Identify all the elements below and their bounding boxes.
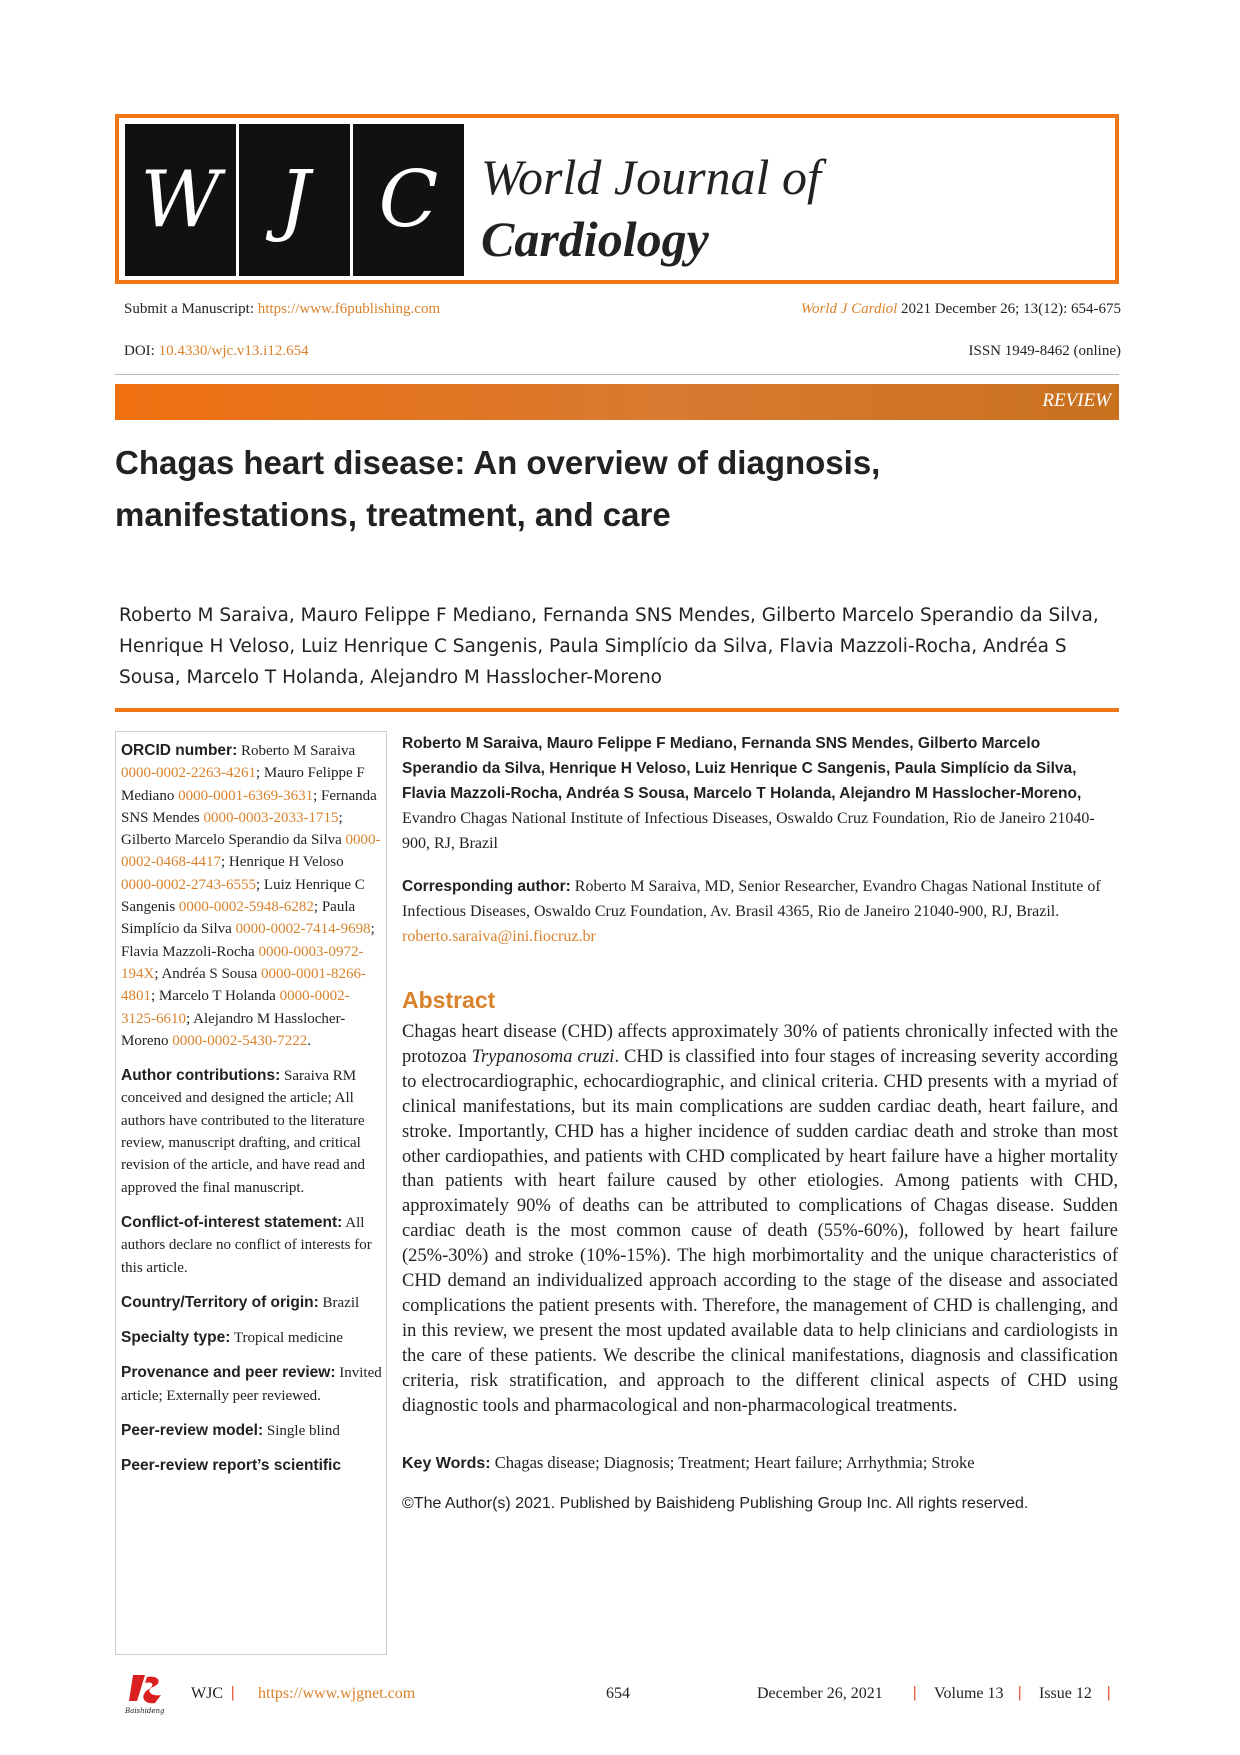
page-footer [125, 1685, 1125, 1715]
footer-separator: | [1018, 1684, 1022, 1701]
journal-name-line2: Cardiology [481, 211, 709, 267]
provenance-heading: Provenance and peer review: [121, 1364, 336, 1382]
orcid-list: Roberto M Saraiva 0000-0002-2263-4261; Mauro Felippe F Mediano 0000-0001-6369-3631; Fernanda SNS Mendes 0000-0003-2033-1715; Gilberto Marcelo Sperandio da Silva 0000-0002-0468-4417; Henrique H Veloso 0000-0002-2743-6555; Luiz Henrique C Sangenis 0000-0002-5948-6282; Paula Simplício da Silva 0000-0002-7414-9698; Flavia Mazzoli-Rocha 0000-0003-0972-194X; Andréa S Sousa 0000-0001-8266-4801; Marcelo T Holanda 0000-0002-3125-6610; Alejandro M Hasslocher-Moreno 0000-0002-5430-7222. [121, 743, 381, 1049]
specialty-text: Tropical medicine [233, 1330, 343, 1347]
coi-text: All authors declare no conflict of interests for this article. [121, 1214, 372, 1276]
keywords-heading: Key Words: [402, 1454, 491, 1472]
orcid-author-name: Mauro Felippe F Mediano [121, 765, 365, 804]
abstract-text-rest: . CHD is classified into four stages of increasing severity according to electrocardiographic, echocardiographic, and clinical criteria. CHD presents with a myriad of clinical manifestations, but its main complications are sudden cardiac death, heart failure, and stroke. Importantly, CHD has a higher incidence of sudden cardiac death and stroke than most other cardiopathies, and patients with CHD complicated by heart failure have a higher mortality than patients with heart failure caused by other etiologies. Among patients with CHD, approximately 90% of deaths can be attributed to complications of Chagas disease. Sudden cardiac death is the most common cause of death (55%-60%), followed by heart failure (25%-30%) and stroke (10%-15%). The high morbimortality and the unique characteristics of CHD demand an individualized approach according to the stage of the disease and associated complications the patient presents with. Therefore, the management of CHD is challenging, and in this review, we present the most updated available data to help clinicians and cardiologists in the care of these patients. We describe the clinical manifestations, diagnosis and classification criteria, risk stratification, and approach to the different clinical aspects of CHD using diagnostic tools and pharmacological and non-pharmacological treatments. [402, 1046, 1118, 1416]
orcid-author-name: Marcelo T Holanda [158, 988, 276, 1005]
orcid-author-name: Alejandro M Hasslocher-Moreno [121, 1010, 346, 1049]
orcid-id-link[interactable]: 0000-0001-8266-4801 [121, 965, 367, 1005]
submit-label: Submit a Manuscript: [124, 301, 254, 317]
keywords [402, 1453, 1118, 1473]
abstract-species: Trypanosoma cruzi [471, 1046, 615, 1067]
orcid-author-name: Roberto M Saraiva [241, 743, 356, 759]
orcid-id-link[interactable]: 0000-0002-7414-9698 [235, 921, 371, 938]
divider [115, 374, 1119, 375]
peer-report-section [121, 1455, 382, 1477]
affiliation-authors: Roberto M Saraiva, Mauro Felippe F Mediano, Fernanda SNS Mendes, Gilberto Marcelo Sperandio da Silva, Henrique H Veloso, Luiz Henrique C Sangenis, Paula Simplício da Silva, Flavia Mazzoli-Rocha, Andréa S Sousa, Marcelo T Holanda, Alejandro M Hasslocher-Moreno, [402, 735, 1082, 802]
footer-url-link[interactable]: https://www.wjgnet.com [258, 1685, 416, 1702]
submit-line [124, 301, 440, 318]
affiliation-text: Evandro Chagas National Institute of Infectious Diseases, Oswaldo Cruz Foundation, Rio de Janeiro 21040-900, RJ, Brazil [402, 810, 1095, 852]
peer-report-heading: Peer-review report’s scientific [121, 1457, 341, 1475]
orcid-author-name: Henrique H Veloso [228, 854, 344, 871]
orcid-id-link[interactable]: 0000-0002-2263-4261 [121, 765, 256, 782]
citation-journal: World J Cardiol [800, 301, 898, 317]
orcid-id-link[interactable]: 0000-0002-3125-6610 [121, 988, 350, 1027]
section-bar [115, 384, 1119, 420]
abstract-heading: Abstract [402, 987, 496, 1013]
orcid-id-link[interactable]: 0000-0002-5948-6282 [178, 899, 314, 916]
orcid-author-name: Paula Simplício da Silva [121, 899, 356, 938]
orcid-author-name: Fernanda SNS Mendes [121, 787, 377, 826]
coi-heading: Conflict-of-interest statement: [121, 1213, 343, 1231]
author-list: Roberto M Saraiva, Mauro Felippe F Mediano, Fernanda SNS Mendes, Gilberto Marcelo Sperandio da Silva, Henrique H Veloso, Luiz Henrique C Sangenis, Paula Simplício da Silva, Flavia Mazzoli-Rocha, Andréa S Sousa, Marcelo T Holanda, Alejandro M Hasslocher-Moreno [119, 605, 1099, 688]
footer-separator: | [1107, 1684, 1111, 1701]
orcid-id-link[interactable]: 0000-0002-5430-7222 [172, 1032, 308, 1049]
orcid-id-link[interactable]: 0000-0003-2033-1715 [203, 809, 339, 826]
logo-letter-c: C [353, 124, 464, 276]
keywords-text: Chagas disease; Diagnosis; Treatment; Heart failure; Arrhythmia; Stroke [494, 1452, 975, 1472]
footer-separator: | [231, 1684, 235, 1701]
peer-model-text: Single blind [266, 1423, 340, 1440]
country-section [121, 1292, 382, 1314]
article-info-sidebar [115, 731, 387, 1655]
page-number: 654 [606, 1685, 630, 1702]
orcid-id-link[interactable]: 0000-0001-6369-3631 [178, 787, 314, 804]
corresponding-heading: Corresponding author: [402, 878, 571, 895]
orcid-id-link[interactable]: 0000-0003-0972-194X [121, 943, 364, 982]
divider-orange [115, 708, 1119, 712]
orcid-id-link[interactable]: 0000-0002-2743-6555 [121, 876, 256, 893]
footer-issue: Issue 12 [1039, 1685, 1092, 1702]
doi-line [124, 343, 309, 360]
footer-volume: Volume 13 [934, 1685, 1004, 1702]
submit-link[interactable]: https://www.f6publishing.com [257, 301, 441, 317]
issn: ISSN 1949-8462 (online) [968, 343, 1121, 359]
provenance-section [121, 1362, 382, 1407]
peer-model-heading: Peer-review model: [121, 1422, 264, 1440]
copyright: ©The Author(s) 2021. Published by Baishideng Publishing Group Inc. All rights reserved. [402, 1494, 1029, 1512]
orcid-author-name: Andréa S Sousa [161, 965, 258, 982]
citation-line [801, 301, 1121, 318]
footer-separator: | [913, 1684, 917, 1701]
main-column [402, 731, 1118, 1513]
citation-details: 2021 December 26; 13(12): 654-675 [901, 301, 1121, 317]
svg-text:Baishideng: Baishideng [125, 1707, 165, 1715]
doi-link[interactable]: 10.4330/wjc.v13.i12.654 [158, 343, 309, 359]
section-label: REVIEW [1042, 390, 1111, 411]
abstract-text-start: Chagas heart disease (CHD) affects approximately 30% of patients chronically infected with the protozoa [402, 1022, 1118, 1067]
journal-name-line1: World Journal of [481, 149, 821, 205]
article-title: Chagas heart disease: An overview of diagnosis, manifestations, treatment, and care [115, 444, 881, 533]
footer-date: December 26, 2021 [757, 1685, 883, 1702]
contrib-heading: Author contributions: [121, 1067, 281, 1085]
baishideng-logo-icon [125, 1671, 169, 1715]
orcid-author-name: Flavia Mazzoli-Rocha [121, 943, 255, 960]
orcid-id-link[interactable]: 0000-0002-0468-4417 [121, 832, 381, 871]
peer-model-section [121, 1420, 382, 1442]
corresponding-author [402, 874, 1118, 949]
provenance-text: Invited article; Externally peer reviewed. [121, 1365, 382, 1404]
corresponding-email-link[interactable]: roberto.saraiva@ini.fiocruz.br [402, 928, 596, 945]
specialty-section [121, 1327, 382, 1349]
logo-letter-j: J [239, 124, 350, 276]
journal-banner [115, 114, 1119, 284]
logo-letter-w: W [125, 124, 236, 276]
publisher-logo [125, 1671, 169, 1715]
orcid-author-name: Gilberto Marcelo Sperandio da Silva [121, 832, 342, 849]
orcid-section [121, 740, 382, 1052]
country-heading: Country/Territory of origin: [121, 1293, 319, 1311]
coi-section [121, 1212, 382, 1279]
abstract-text [402, 1020, 1118, 1419]
orcid-author-name: Luiz Henrique C Sangenis [121, 876, 365, 916]
footer-journal: WJC [191, 1685, 223, 1702]
doi-label: DOI: [124, 343, 155, 359]
country-text: Brazil [322, 1294, 360, 1311]
specialty-heading: Specialty type: [121, 1329, 231, 1347]
orcid-heading: ORCID number: [121, 742, 238, 759]
contrib-section [121, 1065, 382, 1199]
corresponding-text: Roberto M Saraiva, MD, Senior Researcher, Evandro Chagas National Institute of Infectious Diseases, Oswaldo Cruz Foundation, Av. Brasil 4365, Rio de Janeiro 21040-900, RJ, Brazil. [402, 878, 1101, 920]
contrib-text: Saraiva RM conceived and designed the article; All authors have contributed to the literature review, manuscript drafting, and critical revision of the article, and have read and approved the final manuscript. [121, 1068, 366, 1196]
affiliation [402, 731, 1118, 856]
